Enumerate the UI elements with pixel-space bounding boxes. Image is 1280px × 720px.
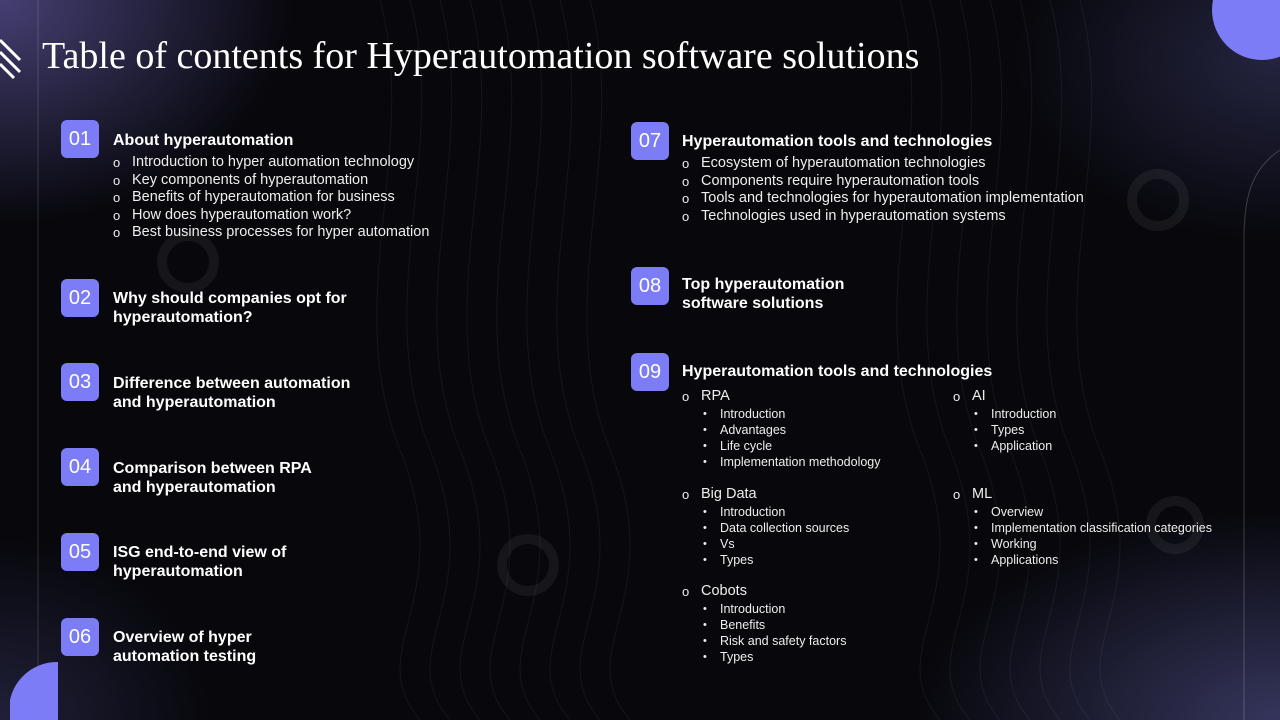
section-heading-06 [113,628,256,666]
heading-line: hyperautomation? [113,309,253,326]
heading-line: ISG end-to-end view of [113,544,287,561]
heading-line: Comparison between RPA [113,460,312,477]
list-item: • Applications [953,552,1212,568]
list-item: • Introduction [682,504,849,520]
section-number-04: 04 [61,448,99,486]
list-item: • Types [682,552,849,568]
list-item: o Ecosystem of hyperautomation technologies [682,155,1084,173]
section-heading-09: Hyperautomation tools and technologies [682,363,993,380]
heading-line: Why should companies opt for [113,290,347,307]
list-item: o Technologies used in hyperautomation systems [682,208,1084,226]
group-label: o Big Data [682,486,849,503]
group-label: o RPA [682,388,881,405]
section-heading-08 [682,275,844,313]
heading-line: hyperautomation [113,563,243,580]
section-heading-07: Hyperautomation tools and technologies [682,133,993,150]
heading-line: and hyperautomation [113,479,276,496]
section-number-02: 02 [61,279,99,317]
list-item: • Implementation classification categories [953,520,1212,536]
list-item: • Application [953,438,1056,454]
group-cobots [682,583,846,665]
section-number-05: 05 [61,533,99,571]
heading-line: Overview of hyper [113,629,252,646]
list-item: o Best business processes for hyper automation [113,224,429,242]
page-title: Table of contents for Hyperautomation software solutions [42,35,920,77]
section-number-06: 06 [61,618,99,656]
list-item: • Vs [682,536,849,552]
list-item: • Life cycle [682,438,881,454]
list-item: • Introduction [953,406,1056,422]
list-item: o Benefits of hyperautomation for business [113,189,429,207]
heading-line: automation testing [113,648,257,665]
group-label: o AI [953,388,1056,405]
list-item: o How does hyperautomation work? [113,207,429,225]
list-item: o Components require hyperautomation tools [682,173,1084,191]
list-item: o Key components of hyperautomation [113,172,429,190]
group-label: o Cobots [682,583,846,600]
section-items-07 [682,155,1084,225]
list-item: • Introduction [682,406,881,422]
list-item: • Types [682,649,846,665]
list-item: • Data collection sources [682,520,849,536]
list-item: • Benefits [682,617,846,633]
list-item: • Introduction [682,601,846,617]
section-items-01 [113,154,429,242]
group-ml [953,486,1212,568]
heading-line: Difference between automation [113,375,351,392]
section-heading-03 [113,374,350,412]
list-item: • Implementation methodology [682,454,881,470]
heading-line: software solutions [682,295,824,312]
section-number-07: 07 [631,122,669,160]
list-item: • Working [953,536,1212,552]
section-heading-05 [113,543,286,581]
section-number-08: 08 [631,267,669,305]
group-rpa [682,388,881,470]
section-number-09: 09 [631,353,669,391]
list-item: • Types [953,422,1056,438]
list-item: o Introduction to hyper automation technology [113,154,429,172]
heading-line: and hyperautomation [113,394,276,411]
section-number-01: 01 [61,120,99,158]
group-big-data [682,486,849,568]
group-ai [953,388,1056,454]
group-label: o ML [953,486,1212,503]
section-heading-01: About hyperautomation [113,132,294,149]
section-number-03: 03 [61,363,99,401]
list-item: • Risk and safety factors [682,633,846,649]
list-item: • Overview [953,504,1212,520]
section-heading-02 [113,289,347,327]
heading-line: Top hyperautomation [682,276,845,293]
list-item: • Advantages [682,422,881,438]
section-heading-04 [113,459,312,497]
list-item: o Tools and technologies for hyperautomation implementation [682,190,1084,208]
